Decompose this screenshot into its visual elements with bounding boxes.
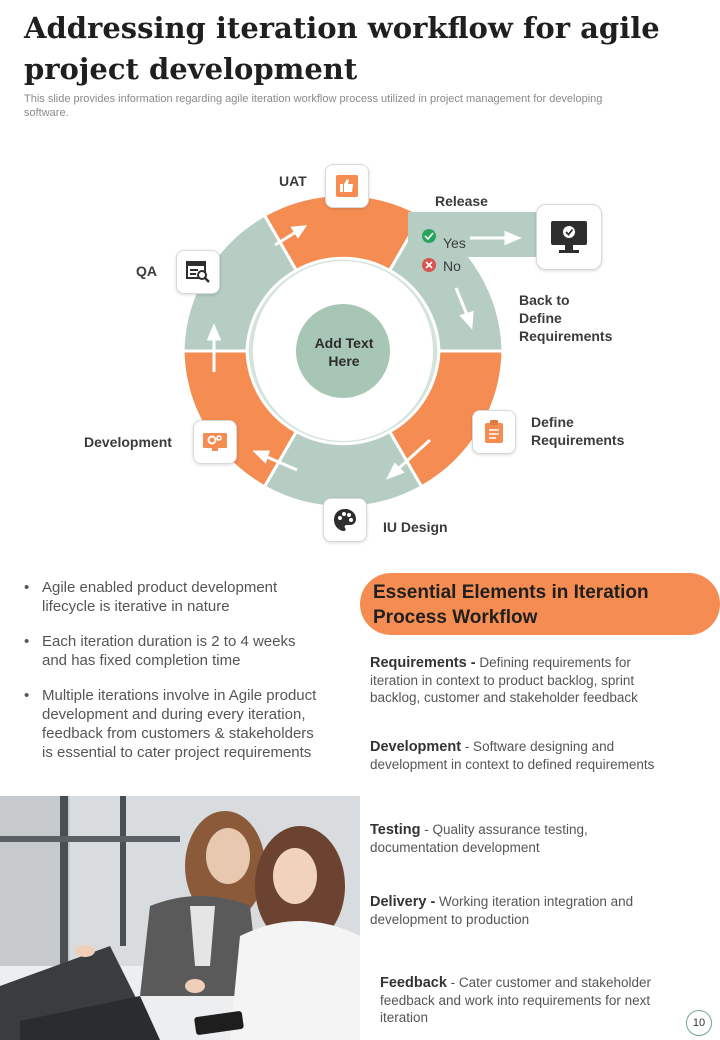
- define-icon-box: [472, 410, 516, 454]
- label-back-to-define: Back to Define Requirements: [519, 292, 613, 344]
- bullet-list: [24, 578, 324, 778]
- bullet-item: • Each iteration duration is 2 to 4 weeks and has fixed completion time: [24, 632, 324, 670]
- monitor-check-icon: [550, 220, 588, 254]
- development-icon-box: [193, 420, 237, 464]
- label-iu-design: IU Design: [383, 519, 448, 535]
- label-qa: QA: [136, 263, 157, 279]
- design-icon-box: [323, 498, 367, 542]
- qa-icon-box: [176, 250, 220, 294]
- element-feedback: Feedback - Cater customer and stakeholder feedback and work into requirements for next iteration: [380, 975, 652, 1025]
- page-title: Addressing iteration workflow for agile project development: [24, 11, 660, 86]
- search-window-icon: [186, 261, 210, 283]
- bullet-item: • Agile enabled product development lifecycle is iterative in nature: [24, 578, 324, 616]
- element-testing: Testing - Quality assurance testing, documentation development: [370, 822, 588, 855]
- page-subtitle: This slide provides information regarding agile iteration workflow process utilized in project management for developing software.: [24, 93, 603, 119]
- uat-icon-box: [325, 164, 369, 208]
- yes-check-icon: [422, 229, 436, 243]
- element-delivery: Delivery - Working iteration integration and development to production: [370, 894, 634, 927]
- label-release: Release: [435, 193, 488, 209]
- essential-elements-banner: [360, 573, 720, 635]
- bullet-item: • Multiple iterations involve in Agile product development and during every iteration, feedback from customers & stakeholders is essential to cater project requirements: [24, 686, 324, 762]
- element-development: Development - Software designing and development in context to defined requirements: [370, 739, 655, 772]
- palette-icon: [333, 508, 357, 532]
- label-yes: Yes: [443, 235, 466, 251]
- office-photo: [0, 796, 360, 1040]
- label-define-requirements: Define Requirements: [531, 414, 625, 448]
- element-requirements: Requirements - Defining requirements for iteration in context to product backlog, sprint backlog, customer and stakeholder feedback: [370, 655, 638, 705]
- label-no: No: [443, 258, 461, 274]
- gear-monitor-icon: [202, 431, 228, 453]
- center-label: Add Text Here: [314, 335, 374, 369]
- page-number: 10: [686, 1010, 712, 1036]
- release-icon-box: [536, 204, 602, 270]
- clipboard-icon: [484, 420, 504, 444]
- banner-title: Essential Elements in Iteration Process Workflow: [373, 582, 649, 628]
- label-development: Development: [84, 434, 172, 450]
- label-uat: UAT: [279, 173, 307, 189]
- thumbs-up-icon: [336, 175, 358, 197]
